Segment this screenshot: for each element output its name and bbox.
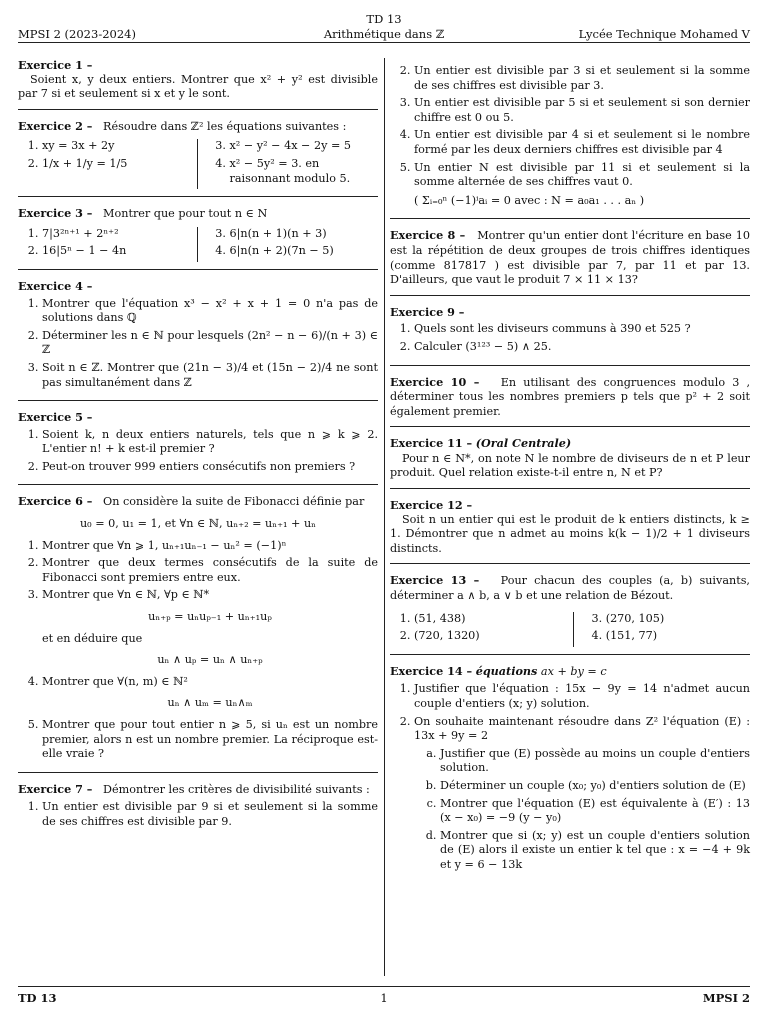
exercise-text: En utilisant des congruences modulo 3 , déterminer tous les nombres premiers p tels que p² + 2 soit également premier. — [390, 375, 750, 418]
exercise-title: Exercice 9 – — [390, 304, 465, 319]
alternating-sum-formula: ( Σᵢ₌₀ⁿ (−1)ⁱaᵢ = 0 avec : N = a₀a₁ . . . aₙ ) — [414, 193, 645, 207]
list-item: 1. Soient k, n deux entiers naturels, tels que n ⩾ k ⩾ 2. L'entier n! + k est-il premier ? — [42, 428, 378, 457]
exercise-title: Exercice 12 – — [390, 498, 473, 513]
list-item: 4. 6|n(n + 2)(7n − 5) — [230, 244, 379, 259]
exercise-title: Exercice 5 – — [18, 410, 93, 425]
left-column — [18, 58, 378, 849]
equation: uₙ ∧ uₚ = uₙ ∧ uₙ₊ₚ — [157, 653, 263, 667]
list-item: 4. (151, 77) — [606, 629, 750, 644]
list-item: 1. Justifier que l'équation : 15x − 9y = 14 n'admet aucun couple d'entiers (x; y) solution. — [414, 682, 750, 711]
list-item — [414, 715, 750, 873]
list-item — [42, 675, 378, 711]
exercise-9 — [390, 305, 750, 366]
equation: uₙ₊ₚ = uₙuₚ₋₁ + uₙ₊₁uₚ — [148, 610, 272, 624]
list-item: 1. xy = 3x + 2y — [42, 139, 191, 154]
exercise-14 — [390, 664, 750, 883]
exercise-13 — [390, 573, 750, 654]
item-text: Montrer que ∀n ∈ ℕ, ∀p ∈ ℕ* — [42, 588, 210, 602]
sub-item: a. Justifier que (E) possède au moins un couple d'entiers solution. — [440, 747, 750, 776]
two-column-list — [18, 227, 378, 262]
exercise-4 — [18, 279, 378, 401]
exercise-6 — [18, 494, 378, 772]
document-title: Arithmétique dans ℤ — [323, 27, 445, 41]
sub-item: b. Déterminer un couple (x₀; y₀) d'entiers solution de (E) — [440, 779, 750, 794]
exercise-2 — [18, 119, 378, 197]
exercise-title: Exercice 10 – — [390, 374, 480, 389]
exercise-3 — [18, 206, 378, 270]
sub-item: c. Montrer que l'équation (E) est équivalente à (E′) : 13 (x − x₀) = −9 (y − y₀) — [440, 797, 750, 826]
list-item: 3. x² − y² − 4x − 2y = 5 — [230, 139, 379, 154]
list-item: 3. Soit n ∈ ℤ. Montrer que (21n − 3)/4 et (15n − 2)/4 ne sont pas simultanément dans ℤ — [42, 361, 378, 390]
exercise-text: Soit n un entier qui est le produit de k entiers distincts, k ≥ 1. Démontrer que n admet au moins k(k − 1)/2 + 1 diviseurs distincts. — [390, 512, 750, 555]
exercise-subtitle: équations — [475, 663, 538, 678]
exercise-subtitle: (Oral Centrale) — [475, 436, 572, 451]
td-label: TD 13 — [366, 12, 402, 26]
list-item: 3. (270, 105) — [606, 612, 750, 627]
school-name: Lycée Technique Mohamed V — [578, 27, 750, 41]
exercise-subtitle-equation: ax + by = c — [540, 664, 607, 678]
exercise-intro: Montrer que pour tout n ∈ N — [103, 207, 268, 221]
list-item: 1. Quels sont les diviseurs communs à 390 et 525 ? — [414, 322, 750, 337]
list-item: 1. Montrer que l'équation x³ − x² + x + 1 = 0 n'a pas de solutions dans ℚ — [42, 297, 378, 326]
exercise-text: Pour chacun des couples (a, b) suivants, déterminer a ∧ b, a ∨ b et une relation de Bézout. — [390, 574, 750, 603]
exercise-title: Exercice 6 – — [18, 494, 93, 509]
list-item: 2. (720, 1320) — [414, 629, 567, 644]
list-item — [414, 161, 750, 209]
exercise-1 — [18, 58, 378, 110]
class-year: MPSI 2 (2023-2024) — [18, 27, 136, 41]
item-text: Un entier N est divisible par 11 si et seulement si la somme alternée de ses chiffres vaut 0. — [414, 160, 750, 189]
exercise-intro: On considère la suite de Fibonacci définie par — [103, 495, 365, 509]
exercise-7-continued — [390, 64, 750, 219]
exercise-5 — [18, 410, 378, 485]
exercise-8 — [390, 228, 750, 295]
exercise-11 — [390, 436, 750, 489]
exercise-title: Exercice 11 – — [390, 436, 473, 451]
exercise-7 — [18, 782, 378, 840]
footer-class: MPSI 2 — [702, 991, 750, 1005]
list-item: 2. Peut-on trouver 999 entiers consécutifs non premiers ? — [42, 460, 378, 475]
list-item: 2. Calculer (3¹²³ − 5) ∧ 25. — [414, 340, 750, 355]
exercise-title: Exercice 1 – — [18, 58, 93, 72]
list-item — [42, 588, 378, 667]
exercise-title: Exercice 13 – — [390, 573, 480, 588]
list-item: 4. x² − 5y² = 3. en raisonnant modulo 5. — [230, 157, 379, 186]
item-text: et en déduire que — [42, 631, 143, 645]
exercise-title: Exercice 7 – — [18, 781, 93, 796]
item-text: On souhaite maintenant résoudre dans Z² l'équation (E) : 13x + 9y = 2 — [414, 714, 750, 743]
exercise-title: Exercice 2 – — [18, 118, 93, 133]
page-number: 1 — [380, 991, 388, 1005]
exercise-title: Exercice 14 – — [390, 663, 473, 678]
list-item: 1. Un entier est divisible par 9 si et seulement si la somme de ses chiffres est divisible par 9. — [42, 800, 378, 829]
list-item: 1. 7|3²ⁿ⁺¹ + 2ⁿ⁺² — [42, 227, 191, 242]
exercise-title: Exercice 4 – — [18, 278, 93, 293]
list-item: 4. Un entier est divisible par 4 si et seulement si le nombre formé par les deux derniers chiffres est divisible par 4 — [414, 128, 750, 157]
page-footer — [18, 986, 750, 1005]
exercise-text: Montrer qu'un entier dont l'écriture en base 10 est la répétition de deux groupes de trois chiffres identiques (comme 817817 ) est divisible par 7, par 11 et par 13. D'ailleurs, que vaut le produit 7 × 11 × 13? — [390, 229, 751, 287]
exercise-intro: Résoudre dans ℤ² les équations suivantes : — [103, 119, 347, 133]
list-item: 2. Montrer que deux termes consécutifs de la suite de Fibonacci sont premiers entre eux. — [42, 556, 378, 585]
equation: uₙ ∧ uₘ = uₙ∧ₘ — [167, 696, 253, 710]
list-item: 1. Montrer que ∀n ⩾ 1, uₙ₊₁uₙ₋₁ − uₙ² = (−1)ⁿ — [42, 539, 378, 554]
footer-td-label: TD 13 — [18, 991, 57, 1005]
list-item: 2. 1/x + 1/y = 1/5 — [42, 157, 191, 172]
list-item: 5. Montrer que pour tout entier n ⩾ 5, si uₙ est un nombre premier, alors n est un nombre premier. La réciproque est-elle vraie ? — [42, 718, 378, 762]
list-item: 3. Un entier est divisible par 5 si et seulement si son dernier chiffre est 0 ou 5. — [414, 96, 750, 125]
exercise-text: Soient x, y deux entiers. Montrer que x² + y² est divisible par 7 si et seulement si x et y le sont. — [18, 72, 378, 101]
list-item: 2. Déterminer les n ∈ ℕ pour lesquels (2n² − n − 6)/(n + 3) ∈ ℤ — [42, 329, 378, 358]
item-text: Montrer que ∀(n, m) ∈ ℕ² — [42, 674, 188, 688]
sub-item: d. Montrer que si (x; y) est un couple d'entiers solution de (E) alors il existe un entier k tel que : x = −4 + 9k et y = 6 − 13k — [440, 829, 750, 873]
two-column-list — [18, 139, 378, 189]
exercise-intro: Démontrer les critères de divisibilité suivants : — [103, 782, 370, 796]
right-column — [390, 64, 750, 892]
exercise-title: Exercice 3 – — [18, 206, 93, 221]
two-column-list — [390, 612, 750, 647]
page-header — [18, 10, 750, 43]
exercise-10 — [390, 375, 750, 428]
list-item: 2. 16|5ⁿ − 1 − 4n — [42, 244, 191, 259]
column-divider — [384, 58, 385, 976]
exercise-12 — [390, 498, 750, 564]
list-item: 2. Un entier est divisible par 3 si et seulement si la somme de ses chiffres est divisible par 3. — [414, 64, 750, 93]
exercise-title: Exercice 8 – — [390, 228, 466, 243]
fibonacci-definition: u₀ = 0, u₁ = 1, et ∀n ∈ ℕ, uₙ₊₂ = uₙ₊₁ + uₙ — [79, 517, 317, 531]
list-item: 3. 6|n(n + 1)(n + 3) — [230, 227, 379, 242]
exercise-text: Pour n ∈ N*, on note N le nombre de diviseurs de n et P leur produit. Quel relation existe-t-il entre n, N et P? — [390, 451, 750, 480]
list-item: 1. (51, 438) — [414, 612, 567, 627]
